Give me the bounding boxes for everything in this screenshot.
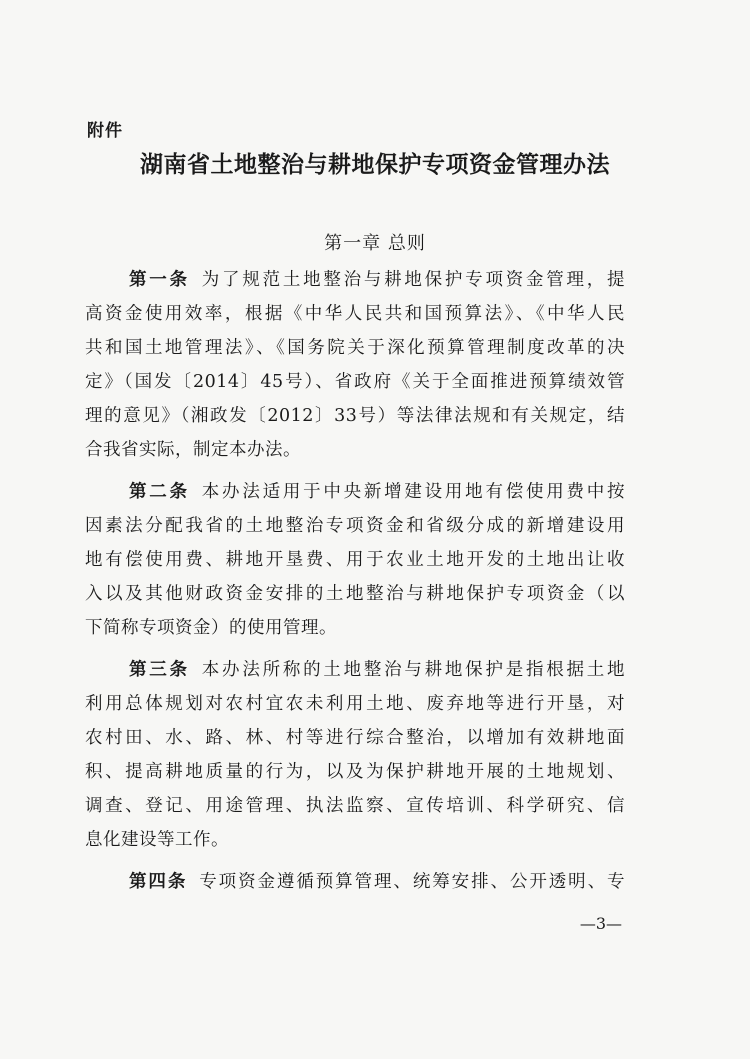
paragraph-line: 高资金使用效率，根据《中华人民共和国预算法》、《中华人民 <box>85 304 625 324</box>
paragraph-line: 共和国土地管理法》、《国务院关于深化预算管理制度改革的决 <box>85 338 625 358</box>
article-text: 本办法适用于中央新增建设用地有偿使用费中按 <box>201 482 626 502</box>
paragraph-line: 调查、登记、用途管理、执法监察、宣传培训、科学研究、信 <box>85 796 625 816</box>
article-text: 为了规范土地整治与耕地保护专项资金管理，提 <box>201 270 626 290</box>
article-label: 第四条 <box>129 872 188 892</box>
paragraph-line: 地有偿使用费、耕地开垦费、用于农业土地开发的土地出让收 <box>85 550 625 570</box>
paragraph-line: 积、提高耕地质量的行为，以及为保护耕地开展的土地规划、 <box>85 762 625 782</box>
paragraph-line: 定》（国发〔2014〕45号）、省政府《关于全面推进预算绩效管 <box>85 372 625 392</box>
paragraph-line: 下简称专项资金）的使用管理。 <box>85 618 337 638</box>
document-body <box>85 263 625 899</box>
article-text: 本办法所称的土地整治与耕地保护是指根据土地 <box>201 660 626 680</box>
article-text: 专项资金遵循预算管理、统筹安排、公开透明、专 <box>199 872 625 892</box>
article-label: 第二条 <box>129 482 190 502</box>
paragraph-line: 理的意见》（湘政发〔2012〕33号）等法律法规和有关规定，结 <box>85 406 625 426</box>
chapter-title: 第一章 总则 <box>324 233 426 254</box>
paragraph-line: 农村田、水、路、林、村等进行综合整治，以增加有效耕地面 <box>85 728 625 748</box>
paragraph-line: 息化建设等工作。 <box>85 830 229 850</box>
paragraph-line <box>85 865 625 899</box>
article-label: 第三条 <box>129 660 190 680</box>
attachment-label: 附件 <box>87 121 123 141</box>
paragraph-line: 利用总体规划对农村宜农未利用土地、废弃地等进行开垦，对 <box>85 694 625 714</box>
document-title: 湖南省土地整治与耕地保护专项资金管理办法 <box>140 151 610 178</box>
paragraph-line <box>85 263 625 297</box>
page-number: —3— <box>579 914 622 933</box>
paragraph-line: 入以及其他财政资金安排的土地整治与耕地保护专项资金（以 <box>85 584 625 604</box>
paragraph-line: 因素法分配我省的土地整治专项资金和省级分成的新增建设用 <box>85 516 625 536</box>
article-label: 第一条 <box>129 270 190 290</box>
paragraph-line <box>85 653 625 687</box>
paragraph-line <box>85 475 625 509</box>
paragraph-line: 合我省实际，制定本办法。 <box>85 440 301 460</box>
